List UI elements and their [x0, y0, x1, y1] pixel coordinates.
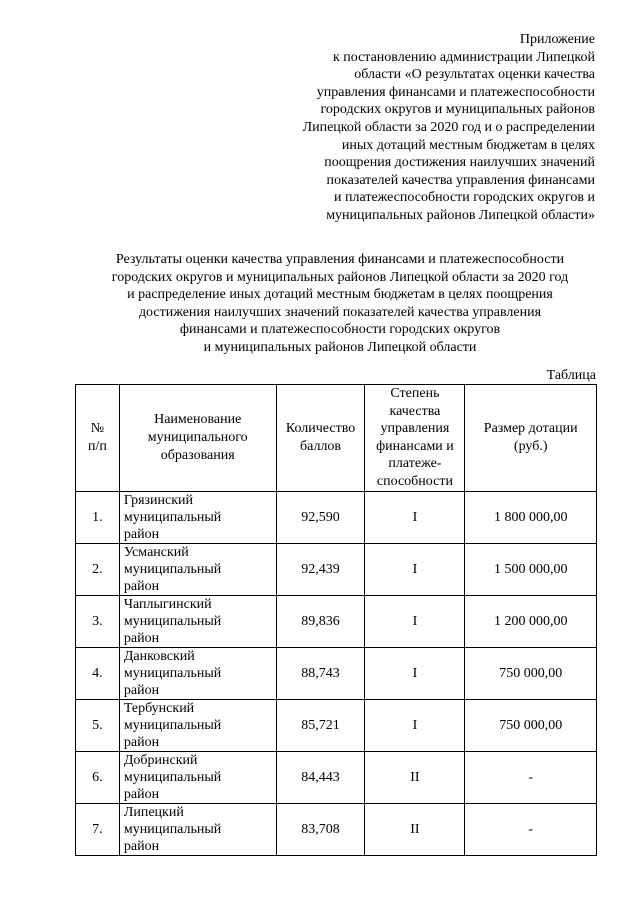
appendix-line: муниципальных районов Липецкой области»	[326, 207, 595, 223]
appendix-line: к постановлению администрации Липецкой	[332, 49, 595, 65]
appendix-line: и платежеспособности городских округов и	[334, 190, 595, 206]
appendix-line: поощрения достижения наилучших значений	[324, 155, 595, 171]
cell-amount: -	[465, 751, 597, 803]
cell-amount: 1 200 000,00	[465, 595, 597, 647]
appendix-line: области «О результатах оценки качества	[354, 67, 595, 83]
cell-name: Липецкий муниципальный район	[119, 803, 276, 855]
appendix-line: показателей качества управления финансами	[326, 172, 595, 188]
appendix-line: иных дотаций местным бюджетам в целях	[341, 137, 595, 153]
cell-amount: 750 000,00	[465, 699, 597, 751]
cell-amount: 750 000,00	[465, 647, 597, 699]
table-row	[76, 751, 597, 803]
cell-amount: 1 800 000,00	[465, 491, 597, 543]
cell-degree: II	[365, 803, 465, 855]
table-row	[76, 699, 597, 751]
cell-name: Тербунский муниципальный район	[119, 699, 276, 751]
cell-num: 1.	[76, 491, 120, 543]
table-header-row	[76, 385, 597, 492]
header-name: Наименование муниципального образования	[119, 385, 276, 492]
title-line: достижения наилучших значений показателей качества управления	[138, 304, 542, 320]
cell-num: 5.	[76, 699, 120, 751]
cell-name: Добринский муниципальный район	[119, 751, 276, 803]
appendix-line: Приложение	[519, 32, 595, 47]
cell-score: 92,590	[276, 491, 365, 543]
title-line: Результаты оценки качества управления финансами и платежеспособности	[115, 252, 565, 267]
cell-name: Усманский муниципальный район	[119, 543, 276, 595]
cell-score: 92,439	[276, 543, 365, 595]
table-row	[76, 647, 597, 699]
cell-num: 7.	[76, 803, 120, 855]
header-num: № п/п	[76, 385, 120, 492]
cell-degree: I	[365, 647, 465, 699]
appendix-line: городских округов и муниципальных районов	[320, 102, 595, 118]
appendix-block	[250, 31, 595, 225]
table-label: Таблица	[546, 368, 596, 383]
cell-score: 84,443	[276, 751, 365, 803]
appendix-line: Липецкой области за 2020 год и о распределении	[302, 119, 595, 135]
header-score: Количество баллов	[276, 385, 365, 492]
cell-num: 4.	[76, 647, 120, 699]
cell-name: Чаплыгинский муниципальный район	[119, 595, 276, 647]
cell-score: 88,743	[276, 647, 365, 699]
cell-degree: I	[365, 595, 465, 647]
cell-degree: I	[365, 699, 465, 751]
table-row	[76, 595, 597, 647]
title-line: и муниципальных районов Липецкой области	[203, 339, 477, 355]
title-line: и распределение иных дотаций местным бюджетам в целях поощрения	[127, 287, 553, 303]
header-amount: Размер дотации (руб.)	[465, 385, 597, 492]
cell-degree: II	[365, 751, 465, 803]
cell-amount: 1 500 000,00	[465, 543, 597, 595]
cell-score: 85,721	[276, 699, 365, 751]
appendix-line: управления финансами и платежеспособности	[316, 84, 595, 100]
results-table	[75, 384, 597, 856]
cell-num: 2.	[76, 543, 120, 595]
table-row	[76, 491, 597, 543]
title-line: городских округов и муниципальных районов Липецкой области за 2020 год	[111, 269, 569, 285]
cell-amount: -	[465, 803, 597, 855]
cell-score: 83,708	[276, 803, 365, 855]
table-row	[76, 543, 597, 595]
table-row	[76, 803, 597, 855]
cell-name: Грязинский муниципальный район	[119, 491, 276, 543]
cell-score: 89,836	[276, 595, 365, 647]
title-line: финансами и платежеспособности городских округов	[179, 322, 501, 338]
cell-degree: I	[365, 543, 465, 595]
header-degree: Степень качества управления финансами и платеже- способности	[365, 385, 465, 492]
cell-degree: I	[365, 491, 465, 543]
cell-num: 3.	[76, 595, 120, 647]
cell-num: 6.	[76, 751, 120, 803]
document-title	[60, 251, 620, 357]
cell-name: Данковский муниципальный район	[119, 647, 276, 699]
